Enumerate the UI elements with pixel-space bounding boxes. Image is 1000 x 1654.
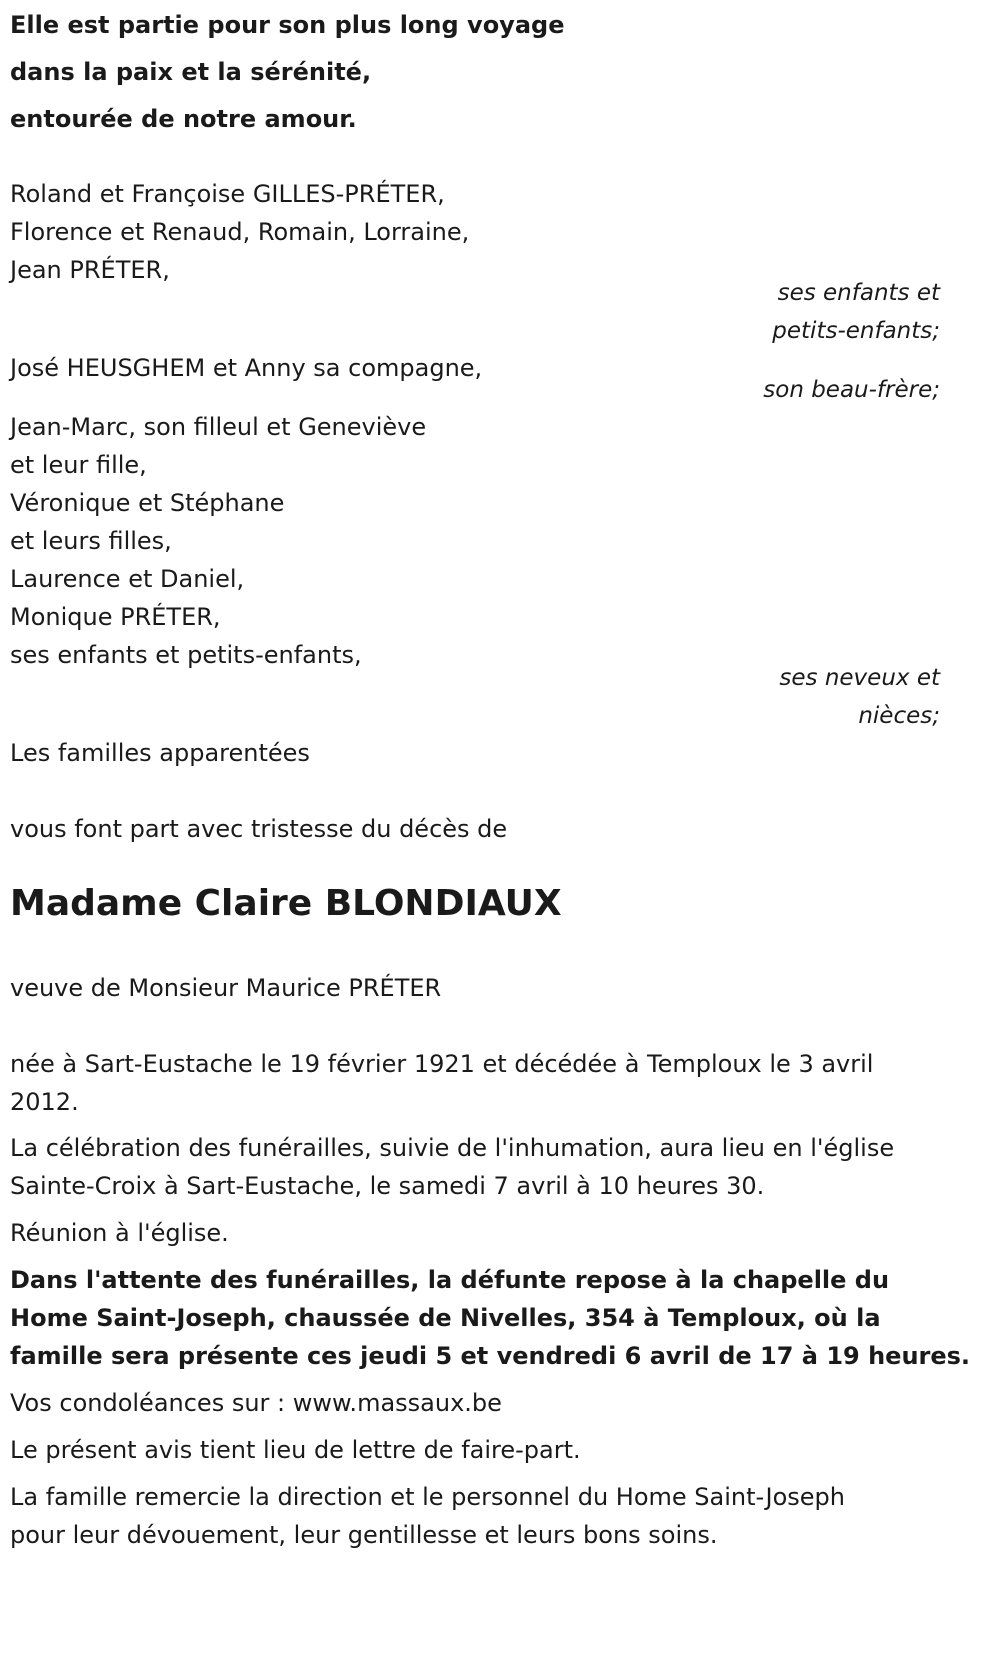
- nephews-line-5: Laurence et Daniel,: [10, 565, 245, 593]
- children-line-2: Florence et Renaud, Romain, Lorraine,: [10, 218, 470, 246]
- birth-death-line-2: 2012.: [10, 1088, 79, 1116]
- children-line-1: Roland et Françoise GILLES-PRÉTER,: [10, 180, 445, 208]
- children-role-line-1: ses enfants et: [777, 280, 940, 306]
- intro-line-1: Elle est partie pour son plus long voyage: [10, 11, 565, 39]
- nephews-line-7: ses enfants et petits-enfants,: [10, 641, 362, 669]
- deceased-name: Madame Claire BLONDIAUX: [10, 883, 562, 924]
- condolences-info: Vos condoléances sur : www.massaux.be: [10, 1389, 502, 1417]
- thanks-line-1: La famille remercie la direction et le personnel du Home Saint-Joseph: [10, 1483, 845, 1511]
- brother-in-law: José HEUSGHEM et Anny sa compagne,: [10, 354, 483, 382]
- rest-line-2: Home Saint-Joseph, chaussée de Nivelles, 354 à Temploux, où la: [10, 1304, 881, 1332]
- thanks-line-2: pour leur dévouement, leur gentillesse et leurs bons soins.: [10, 1521, 718, 1549]
- ceremony-line-2: Sainte-Croix à Sart-Eustache, le samedi 7 avril à 10 heures 30.: [10, 1172, 765, 1200]
- ceremony-line-1: La célébration des funérailles, suivie de l'inhumation, aura lieu en l'église: [10, 1134, 895, 1162]
- nephews-line-3: Véronique et Stéphane: [10, 489, 285, 517]
- rest-line-3: famille sera présente ces jeudi 5 et vendredi 6 avril de 17 à 19 heures.: [10, 1342, 971, 1370]
- birth-death-line-1: née à Sart-Eustache le 19 février 1921 et décédée à Temploux le 3 avril: [10, 1050, 874, 1078]
- children-role-line-2: petits-enfants;: [772, 318, 940, 344]
- nephews-line-6: Monique PRÉTER,: [10, 603, 221, 631]
- announcement: vous font part avec tristesse du décès de: [10, 815, 508, 843]
- intro-line-3: entourée de notre amour.: [10, 105, 357, 133]
- meeting-info: Réunion à l'église.: [10, 1219, 229, 1247]
- brother-in-law-role: son beau-frère;: [763, 377, 940, 403]
- obituary-document: [10, 0, 971, 1654]
- nephews-line-2: et leur fille,: [10, 451, 147, 479]
- nephews-role-line-1: ses neveux et: [779, 665, 940, 691]
- intro-line-2: dans la paix et la sérénité,: [10, 58, 372, 86]
- widow-of: veuve de Monsieur Maurice PRÉTER: [10, 974, 442, 1002]
- nephews-line-1: Jean-Marc, son filleul et Geneviève: [10, 413, 427, 441]
- related-families: Les familles apparentées: [10, 739, 310, 767]
- nephews-role-line-2: nièces;: [858, 703, 940, 729]
- nephews-line-4: et leurs filles,: [10, 527, 172, 555]
- notice: Le présent avis tient lieu de lettre de faire-part.: [10, 1436, 581, 1464]
- children-line-3: Jean PRÉTER,: [10, 256, 170, 284]
- rest-line-1: Dans l'attente des funérailles, la défunte repose à la chapelle du: [10, 1266, 890, 1294]
